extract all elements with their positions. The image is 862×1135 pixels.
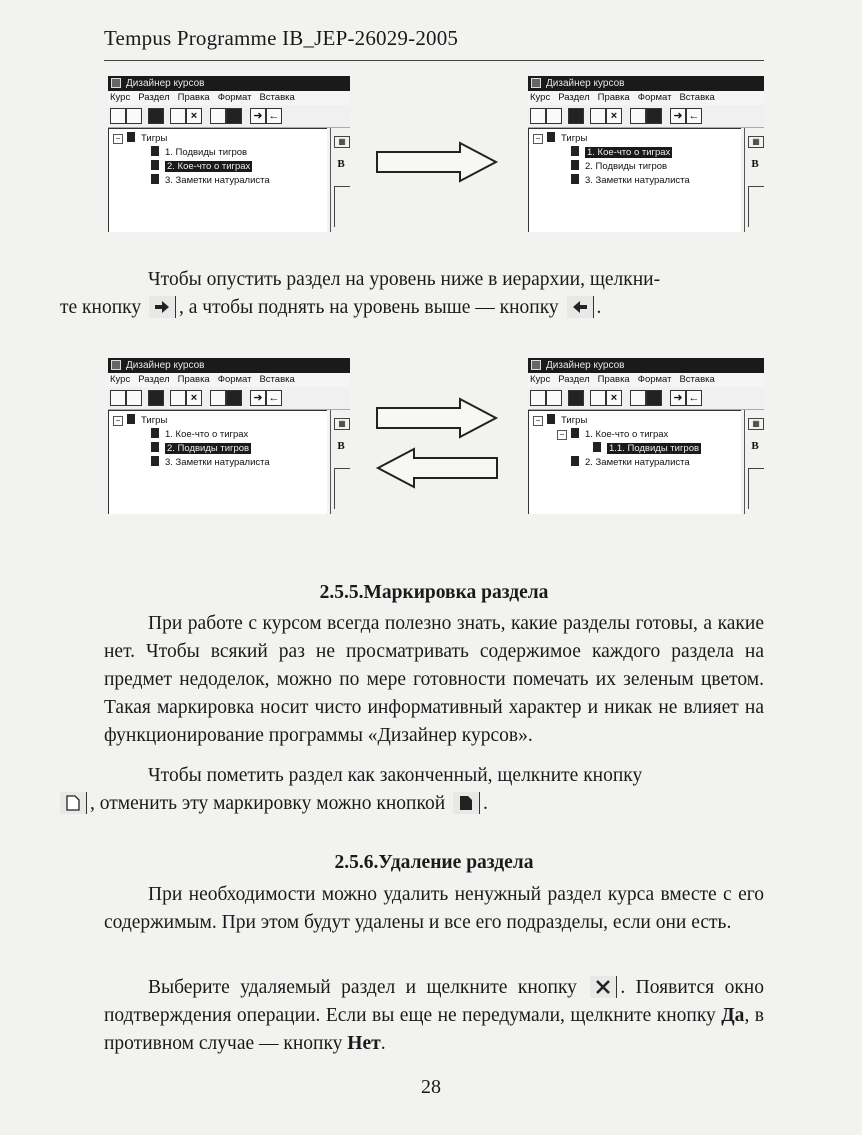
demote-icon: ➜ (670, 390, 686, 406)
section-tree (528, 128, 741, 232)
new-section-icon (170, 108, 186, 124)
document-icon (151, 174, 159, 184)
menu-item-edit: Правка (177, 374, 210, 385)
tree-item (151, 456, 270, 469)
delete-text-2a: Выберите удаляемый раздел и щелкните кнопку (148, 977, 577, 998)
menu-item-course: Курс (530, 92, 551, 103)
new-icon (530, 390, 546, 406)
section-title-marking: 2.5.5.Маркировка раздела (319, 582, 549, 603)
window-titlebar (108, 76, 350, 91)
unmark-icon (226, 390, 242, 406)
tree-root (113, 414, 167, 427)
tree-item-selected (593, 442, 701, 455)
menu-item-insert: Вставка (259, 92, 295, 103)
menu-item-insert: Вставка (259, 374, 295, 385)
tree-item-label: 3. Заметки натуралиста (585, 175, 690, 186)
menubar (108, 91, 350, 105)
document-icon (571, 456, 579, 466)
menu-item-edit: Правка (597, 374, 630, 385)
toolbar (108, 387, 350, 410)
levels-paragraph (60, 266, 764, 322)
bold-icon: B (751, 158, 759, 170)
document-icon (571, 146, 579, 156)
marking-paragraph-2 (90, 762, 764, 818)
new-section-icon (590, 390, 606, 406)
menu-item-edit: Правка (177, 92, 210, 103)
levels-text-2c: . (596, 297, 602, 318)
tree-item (151, 428, 248, 441)
open-icon (546, 108, 562, 124)
window-titlebar (528, 358, 764, 373)
table-icon: ▦ (748, 136, 764, 148)
menu-item-section: Раздел (138, 374, 170, 385)
tree-root (533, 132, 587, 145)
format-panel (744, 410, 764, 514)
tree-item-label: 2. Подвиды тигров (167, 443, 250, 454)
collapse-icon: − (533, 416, 543, 426)
table-icon: ▦ (334, 418, 350, 430)
delete-paragraph-1: При необходимости можно удалить ненужный раздел курса вместе с его содержимым. При этом будут удалены и все его подразделы, если они есть. (104, 884, 764, 933)
running-header: Tempus Programme IB_JEP-26029-2005 (104, 26, 459, 50)
demote-icon: ➜ (250, 108, 266, 124)
right-arrow-icon (374, 140, 500, 184)
tree-item-label: 2. Заметки натуралиста (585, 457, 690, 468)
mark-done-button-icon (60, 792, 87, 814)
tree-item-label: 2. Подвиды тигров (585, 161, 668, 172)
window-title: Дизайнер курсов (126, 78, 205, 89)
mark-done-icon (210, 108, 226, 124)
figure2-window-after (528, 358, 764, 514)
document-icon (127, 132, 135, 142)
bold-icon: B (337, 440, 345, 452)
app-icon (531, 78, 541, 88)
document-icon (547, 132, 555, 142)
delete-text-2c: , в противном случае — кнопку (104, 1005, 764, 1054)
left-arrow-icon (374, 446, 500, 490)
bold-icon: B (751, 440, 759, 452)
window-titlebar (528, 76, 764, 91)
section-tree (528, 410, 741, 514)
toolbar (528, 105, 764, 128)
no-button-label: Нет (347, 1033, 381, 1054)
demote-icon: ➜ (250, 390, 266, 406)
new-section-icon (590, 108, 606, 124)
save-icon (148, 108, 164, 124)
promote-icon: ← (686, 390, 702, 406)
panel-frame (748, 186, 764, 227)
figure1-window-after (528, 76, 764, 232)
menu-item-section: Раздел (558, 374, 590, 385)
new-section-icon (170, 390, 186, 406)
tree-item-label: 1. Подвиды тигров (165, 147, 248, 158)
save-icon (148, 390, 164, 406)
tree-item-label: 1. Кое-что о тиграх (587, 147, 671, 158)
format-panel (330, 410, 350, 514)
menu-item-course: Курс (530, 374, 551, 385)
delete-text-2b: . Появится окно подтверждения операции. Если вы еще не передумали, щелкните кнопку (104, 977, 764, 1026)
unmark-icon (646, 108, 662, 124)
demote-icon: ➜ (670, 108, 686, 124)
window-title: Дизайнер курсов (546, 78, 625, 89)
delete-icon: × (186, 108, 202, 124)
menubar (528, 373, 764, 387)
document-icon (151, 456, 159, 466)
mark-done-icon (630, 390, 646, 406)
tree-root (533, 414, 587, 427)
header-rule (104, 60, 764, 61)
tree-item-selected (571, 146, 672, 159)
format-panel (744, 128, 764, 232)
delete-icon: × (606, 390, 622, 406)
window-title: Дизайнер курсов (546, 360, 625, 371)
open-icon (126, 390, 142, 406)
tree-root-label: Тигры (561, 133, 588, 144)
document-icon (571, 174, 579, 184)
document-icon (571, 428, 579, 438)
mark-done-icon (630, 108, 646, 124)
menu-item-format: Формат (637, 92, 672, 103)
tree-item-label: 1. Кое-что о тиграх (165, 429, 249, 440)
menu-item-format: Формат (217, 92, 252, 103)
document-icon (547, 414, 555, 424)
tree-item-label: 3. Заметки натуралиста (165, 457, 270, 468)
new-icon (530, 108, 546, 124)
tree-item-label: 1. Кое-что о тиграх (585, 429, 669, 440)
open-icon (126, 108, 142, 124)
menu-item-course: Курс (110, 374, 131, 385)
promote-icon: ← (266, 108, 282, 124)
table-icon: ▦ (334, 136, 350, 148)
tree-item (557, 428, 668, 441)
document-icon (593, 442, 601, 452)
save-icon (568, 108, 584, 124)
section-title-delete: 2.5.6.Удаление раздела (334, 852, 534, 873)
document-icon (151, 442, 159, 452)
menu-item-format: Формат (637, 374, 672, 385)
promote-icon: ← (266, 390, 282, 406)
tree-item-label: 2. Кое-что о тиграх (167, 161, 251, 172)
toolbar (528, 387, 764, 410)
levels-text-2a: те кнопку (60, 297, 142, 318)
delete-icon: × (186, 390, 202, 406)
save-icon (568, 390, 584, 406)
unmark-icon (226, 108, 242, 124)
levels-text-2b: , а чтобы поднять на уровень выше — кнопку (178, 297, 559, 318)
tree-item (151, 174, 270, 187)
tree-root (113, 132, 167, 145)
document-icon (127, 414, 135, 424)
tree-item (571, 456, 690, 469)
marking-text-2a: Чтобы пометить раздел как законченный, щелкните кнопку (148, 765, 643, 786)
section-tree (108, 410, 327, 514)
menu-item-insert: Вставка (679, 92, 715, 103)
unmark-icon (646, 390, 662, 406)
figure2-window-before (108, 358, 350, 514)
levels-text-1: Чтобы опустить раздел на уровень ниже в иерархии, щелкни- (148, 269, 661, 290)
menu-item-insert: Вставка (679, 374, 715, 385)
panel-frame (748, 468, 764, 509)
marking-text-2b: , отменить эту маркировку можно кнопкой (90, 793, 446, 814)
right-arrow-icon (374, 396, 500, 440)
collapse-icon: − (113, 416, 123, 426)
collapse-icon: − (113, 134, 123, 144)
app-icon (531, 360, 541, 370)
open-icon (546, 390, 562, 406)
tree-item-selected (151, 442, 251, 455)
new-icon (110, 390, 126, 406)
delete-text-2d: . (380, 1033, 386, 1054)
tree-root-label: Тигры (141, 415, 168, 426)
new-icon (110, 108, 126, 124)
table-icon: ▦ (748, 418, 764, 430)
panel-frame (334, 468, 350, 509)
tree-item (571, 160, 667, 173)
promote-icon: ← (686, 108, 702, 124)
panel-frame (334, 186, 350, 227)
window-title: Дизайнер курсов (126, 360, 205, 371)
tree-item-label: 3. Заметки натуралиста (165, 175, 270, 186)
figure1-window-before (108, 76, 350, 232)
section-tree (108, 128, 327, 232)
menu-item-course: Курс (110, 92, 131, 103)
menubar (108, 373, 350, 387)
collapse-icon: − (557, 430, 567, 440)
menubar (528, 91, 764, 105)
window-titlebar (108, 358, 350, 373)
app-icon (111, 78, 121, 88)
menu-item-format: Формат (217, 374, 252, 385)
bold-icon: B (337, 158, 345, 170)
tree-item-selected (151, 160, 252, 173)
unmark-button-icon (453, 792, 480, 814)
delete-button-icon (590, 976, 617, 998)
demote-button-icon (149, 296, 176, 318)
tree-item (571, 174, 690, 187)
delete-paragraph-2 (104, 974, 764, 1058)
collapse-icon: − (533, 134, 543, 144)
tree-item (151, 146, 247, 159)
document-icon (151, 160, 159, 170)
marking-paragraph-1: При работе с курсом всегда полезно знать, какие разделы готовы, а какие нет. Чтобы всякий раз не просматривать содержимое каждого раздела на предмет недоделок, можно по мере готовности помечать их зеленым цветом. Такая маркировка носит чисто информативный характер и никак не влияет на функционирование программы «Дизайнер курсов». (104, 613, 764, 746)
yes-button-label: Да (721, 1005, 745, 1026)
toolbar (108, 105, 350, 128)
document-icon (151, 146, 159, 156)
delete-icon: × (606, 108, 622, 124)
mark-done-icon (210, 390, 226, 406)
promote-button-icon (567, 296, 594, 318)
menu-item-section: Раздел (138, 92, 170, 103)
format-panel (330, 128, 350, 232)
marking-text-2c: . (483, 793, 488, 814)
document-icon (571, 160, 579, 170)
tree-root-label: Тигры (561, 415, 588, 426)
menu-item-edit: Правка (597, 92, 630, 103)
page-number: 28 (421, 1076, 441, 1098)
document-icon (151, 428, 159, 438)
app-icon (111, 360, 121, 370)
menu-item-section: Раздел (558, 92, 590, 103)
tree-root-label: Тигры (141, 133, 168, 144)
tree-item-label: 1.1. Подвиды тигров (609, 443, 700, 454)
